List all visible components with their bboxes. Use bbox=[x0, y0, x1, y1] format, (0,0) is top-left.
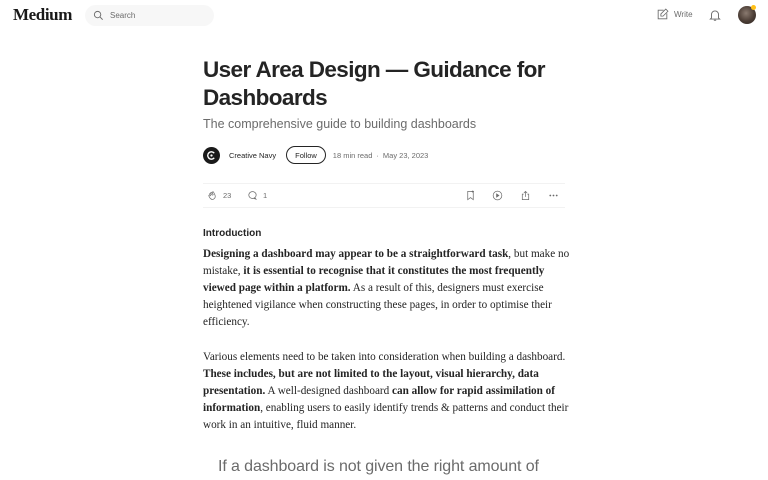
comment-icon bbox=[247, 190, 258, 201]
more-button[interactable] bbox=[548, 190, 559, 201]
play-icon bbox=[492, 190, 503, 201]
text-run: A well-designed dashboard bbox=[265, 385, 393, 398]
read-time: 18 min read bbox=[332, 150, 373, 160]
bold-text-run: Designing a dashboard may appear to be a straightforward task bbox=[203, 248, 509, 260]
listen-button[interactable] bbox=[492, 190, 503, 201]
text-run: , enabling users to easily identify trends & patterns and conduct their work in an intuitive, fluid manner. bbox=[203, 402, 569, 432]
creative-navy-logo-icon bbox=[206, 150, 217, 161]
clap-button[interactable] bbox=[207, 190, 231, 201]
search-box[interactable] bbox=[85, 5, 214, 26]
responses-button[interactable] bbox=[247, 190, 267, 201]
section-heading: Introduction bbox=[203, 228, 262, 239]
clap-count: 23 bbox=[223, 191, 232, 200]
bookmark-button[interactable] bbox=[465, 190, 476, 201]
top-navigation-bar bbox=[0, 0, 768, 31]
bold-text-run: it is essential to recognise that it constitutes the most frequently viewed page within a platform. bbox=[203, 265, 545, 295]
pull-quote: If a dashboard is not given the right amount of bbox=[218, 458, 539, 475]
meta-separator: · bbox=[376, 150, 379, 160]
more-icon bbox=[548, 190, 559, 201]
text-run: As a result of this, designers must exercise heightened vigilance when constructing these pages, in order to optimise their efficiency. bbox=[203, 282, 552, 329]
article-subtitle: The comprehensive guide to building dashboards bbox=[203, 117, 477, 131]
search-input[interactable] bbox=[110, 11, 200, 20]
bookmark-icon bbox=[465, 190, 476, 201]
follow-button[interactable]: Follow bbox=[286, 146, 326, 164]
share-icon bbox=[520, 190, 531, 201]
publish-date: May 23, 2023 bbox=[382, 150, 429, 160]
text-run: Various elements need to be taken into consideration when building a dashboard. bbox=[203, 351, 566, 363]
author-avatar[interactable] bbox=[203, 147, 220, 164]
bold-text-run: can allow for rapid assimilation of information bbox=[203, 385, 555, 415]
share-button[interactable] bbox=[520, 190, 531, 201]
article-title: User Area Design — Guidance for Dashboards bbox=[203, 57, 545, 110]
medium-logo[interactable]: Medium bbox=[13, 5, 72, 24]
paragraph-elements bbox=[203, 349, 573, 434]
membership-badge bbox=[751, 5, 756, 10]
bell-icon[interactable] bbox=[708, 8, 722, 22]
bold-text-run: These includes, but are not limited to the layout, visual hierarchy, data presentation. bbox=[203, 368, 539, 398]
text-run: , but make no mistake, bbox=[203, 248, 570, 278]
response-count: 1 bbox=[263, 191, 268, 200]
paragraph-intro bbox=[203, 246, 573, 331]
author-name[interactable]: Creative Navy bbox=[229, 150, 277, 160]
search-icon bbox=[93, 10, 104, 21]
write-label: Write bbox=[674, 10, 693, 19]
author-bar bbox=[203, 145, 565, 165]
clap-icon bbox=[207, 190, 218, 201]
article-action-bar bbox=[203, 183, 565, 208]
write-button[interactable] bbox=[656, 8, 693, 21]
write-icon bbox=[656, 8, 669, 21]
